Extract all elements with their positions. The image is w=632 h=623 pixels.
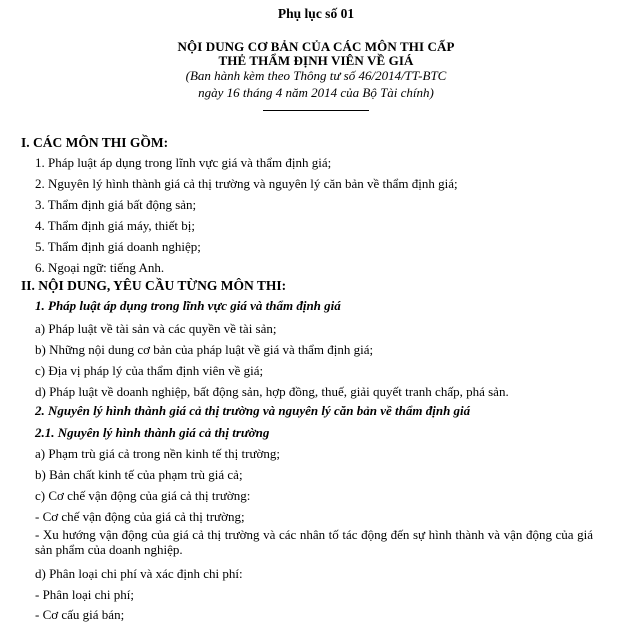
title-divider [263,110,369,111]
paragraph: - Xu hướng vận động của giá cả thị trường và các nhân tố tác động đến sự hình thành và vận động của giá sản phẩm của doanh nghiệp. [35,527,593,557]
subject-heading: 2. Nguyên lý hình thành giá cả thị trường và nguyên lý căn bản về thẩm định giá [35,403,471,418]
list-item: 6. Ngoại ngữ: tiếng Anh. [35,260,165,275]
list-item: - Cơ chế vận động của giá cả thị trường; [35,509,245,524]
list-item: c) Địa vị pháp lý của thẩm định viên về giá; [35,363,264,378]
subject-heading: 1. Pháp luật áp dụng trong lĩnh vực giá và thẩm định giá [35,298,341,313]
list-item: 1. Pháp luật áp dụng trong lĩnh vực giá và thẩm định giá; [35,155,332,170]
issuance-note-line1: (Ban hành kèm theo Thông tư số 46/2014/TT-BTC [185,68,447,83]
issuance-note-line2: ngày 16 tháng 4 năm 2014 của Bộ Tài chính) [198,85,434,100]
section-heading-content: II. NỘI DUNG, YÊU CẦU TỪNG MÔN THI: [21,278,287,293]
document-title-line1: NỘI DUNG CƠ BẢN CỦA CÁC MÔN THI CẤP [177,39,455,54]
list-item: 5. Thẩm định giá doanh nghiệp; [35,239,201,254]
list-item: c) Cơ chế vận động của giá cả thị trường: [35,488,251,503]
section-heading-subjects: I. CÁC MÔN THI GỒM: [21,135,169,150]
list-item: 3. Thẩm định giá bất động sản; [35,197,197,212]
list-item: - Phân loại chi phí; [35,587,134,602]
list-item: d) Phân loại chi phí và xác định chi phí: [35,566,243,581]
list-item: - Cơ cấu giá bán; [35,607,125,622]
subsection-heading: 2.1. Nguyên lý hình thành giá cả thị trường [35,425,270,440]
list-item: 2. Nguyên lý hình thành giá cả thị trường và nguyên lý căn bản về thẩm định giá; [35,176,458,191]
appendix-label: Phụ lục số 01 [277,6,355,21]
list-item: d) Pháp luật về doanh nghiệp, bất động sản, hợp đồng, thuế, giải quyết tranh chấp, phá sản. [35,384,509,399]
list-item: a) Pháp luật về tài sản và các quyền về tài sản; [35,321,277,336]
document-title-line2: THẺ THẨM ĐỊNH VIÊN VỀ GIÁ [218,53,414,68]
list-item: b) Những nội dung cơ bản của pháp luật về giá và thẩm định giá; [35,342,374,357]
list-item: b) Bản chất kinh tế của phạm trù giá cả; [35,467,243,482]
list-item: 4. Thẩm định giá máy, thiết bị; [35,218,195,233]
list-item: a) Phạm trù giá cả trong nền kinh tế thị trường; [35,446,280,461]
